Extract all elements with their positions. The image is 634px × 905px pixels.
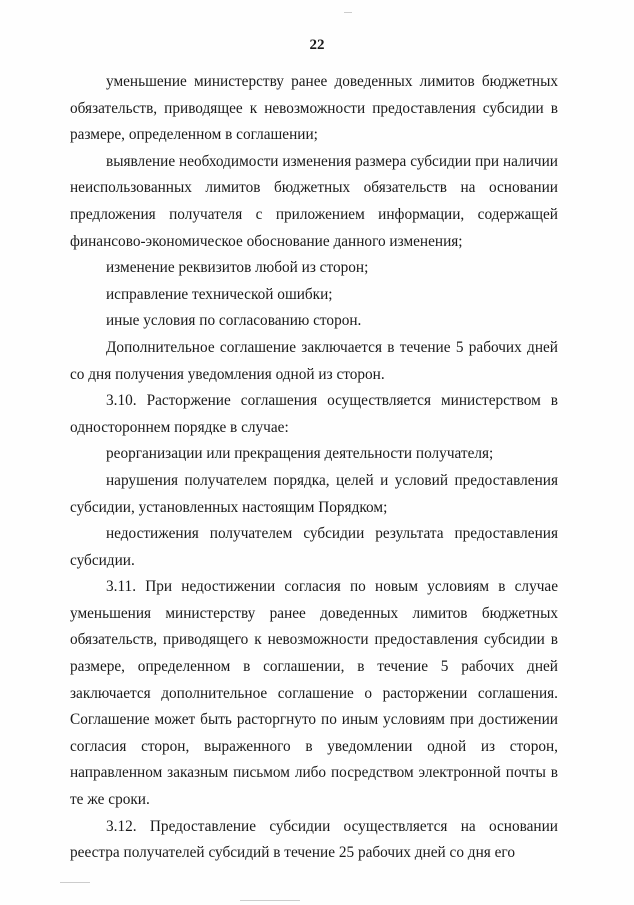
document-body [70, 69, 558, 867]
paragraph: Дополнительное соглашение заключается в течение 5 рабочих дней со дня получения уведомления одной из сторон. [70, 338, 558, 383]
page-number: 22 [309, 37, 325, 53]
scan-mark [240, 900, 300, 901]
paragraph: 3.11. При недостижении согласия по новым условиям в случае уменьшения министерству ранее доведенных лимитов бюджетных обязательств, приводящего к невозможности предоставления субсидии в размере, определенном в соглашении, в течение 5 рабочих дней заключается дополнительное соглашение о расторжении соглашения. Соглашение может быть расторгнуто по иным условиям при достижении согласия сторон, выраженного в уведомлении одной из сторон, направленном заказным письмом либо посредством электронной почты в те же сроки. [70, 578, 558, 809]
paragraph: изменение реквизитов любой из сторон; [106, 259, 369, 277]
paragraph: 3.12. Предоставление субсидии осуществляется на основании реестра получателей субсидий в течение 25 рабочих дней со дня его [70, 817, 558, 862]
paragraph: исправление технической ошибки; [106, 285, 333, 303]
paragraph: иные условия по согласованию сторон. [106, 312, 362, 330]
paragraph: уменьшение министерству ранее доведенных лимитов бюджетных обязательств, приводящее к невозможности предоставления субсидии в размере, определенном в соглашении; [70, 73, 558, 144]
paragraph: реорганизации или прекращения деятельности получателя; [106, 445, 494, 463]
paragraph: 3.10. Расторжение соглашения осуществляется министерством в одностороннем порядке в случае: [70, 392, 558, 436]
paragraph: выявление необходимости изменения размера субсидии при наличии неиспользованных лимитов бюджетных обязательств на основании предложения получателя с приложением информации, содержащей финансово-экономическое обоснование данного изменения; [70, 152, 558, 250]
scan-mark [60, 882, 90, 883]
paragraph: нарушения получателем порядка, целей и условий предоставления субсидии, установленных настоящим Порядком; [70, 471, 558, 516]
scan-mark [344, 12, 352, 13]
paragraph: недостижения получателем субсидии результата предоставления субсидии. [70, 525, 558, 569]
